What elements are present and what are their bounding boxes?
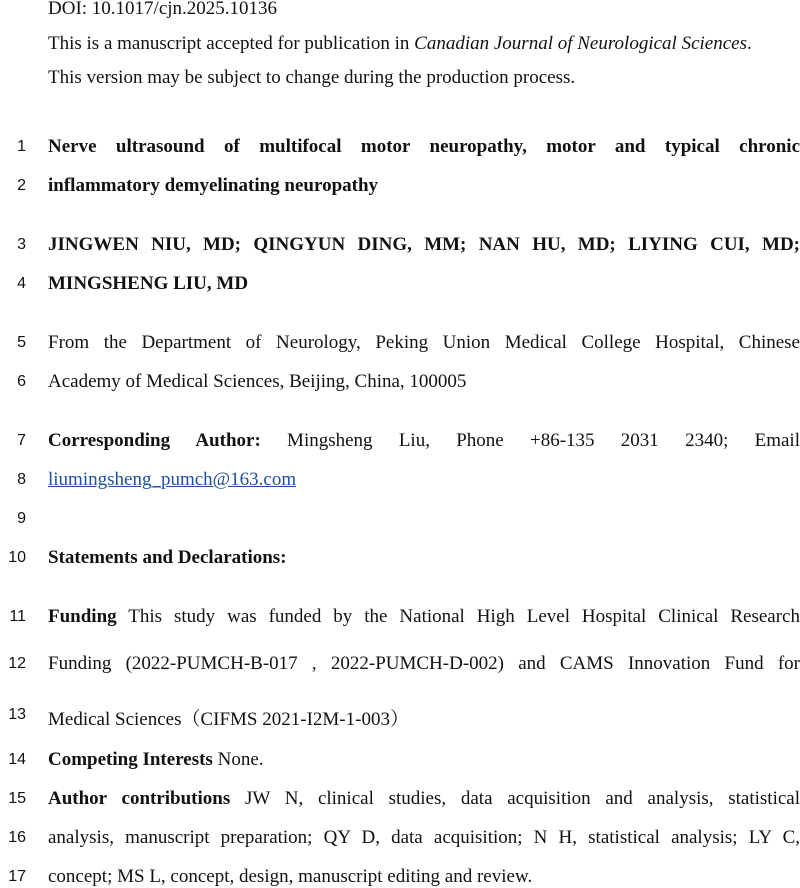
- line-number: 10: [8, 549, 26, 566]
- line-number: 17: [8, 868, 26, 885]
- line-number: 2: [17, 177, 26, 194]
- line-number: 1: [17, 138, 26, 155]
- notice-suffix: .: [746, 33, 752, 54]
- line-number: 12: [8, 655, 26, 672]
- contributions-line-2: analysis, manuscript preparation; QY D, data acquisition; N H, statistical analysis; LY C,: [48, 827, 800, 848]
- contributions-line-1: [48, 788, 800, 810]
- contributions-label: Author contributions: [48, 788, 231, 809]
- contributions-line-3: concept; MS L, concept, design, manuscript editing and review.: [48, 866, 533, 887]
- competing-interests-text: None.: [212, 749, 264, 770]
- line-number: 9: [17, 510, 26, 527]
- line-number: 16: [8, 829, 26, 846]
- line-number: 11: [9, 608, 26, 625]
- line-number: 4: [17, 275, 26, 292]
- doi-line: DOI: 10.1017/cjn.2025.10136: [48, 0, 278, 19]
- line-number: 7: [17, 432, 26, 449]
- funding-text: This study was funded by the National High Level Hospital Clinical Research: [116, 606, 800, 627]
- line-number: 14: [8, 751, 26, 768]
- journal-name: Canadian Journal of Neurological Sciences: [414, 33, 747, 54]
- line-number: 15: [8, 790, 26, 807]
- funding-line-3: Medical Sciences（CIFMS 2021-I2M-1-003）: [48, 709, 409, 730]
- production-notice: This version may be subject to change during the production process.: [48, 67, 576, 88]
- line-number: 8: [17, 471, 26, 488]
- statements-heading: Statements and Declarations:: [48, 547, 287, 568]
- competing-interests-label: Competing Interests: [48, 749, 213, 770]
- email-link[interactable]: liumingsheng_pumch@163.com: [48, 469, 297, 490]
- corresponding-author-line: [48, 430, 800, 452]
- authors-line-2: MINGSHENG LIU, MD: [48, 273, 249, 294]
- line-number: 6: [17, 373, 26, 390]
- publication-notice: [48, 33, 752, 55]
- affiliation-line-2: Academy of Medical Sciences, Beijing, China, 100005: [48, 371, 467, 392]
- corresponding-author-text: Mingsheng Liu, Phone +86-135 2031 2340; Email: [260, 430, 800, 451]
- paper-title-line-1: Nerve ultrasound of multifocal motor neuropathy, motor and typical chronic: [48, 136, 800, 157]
- line-number: 5: [17, 334, 26, 351]
- funding-line-1: [48, 606, 800, 628]
- competing-interests-line: [48, 749, 800, 771]
- line-number: 3: [17, 236, 26, 253]
- notice-prefix: This is a manuscript accepted for publication in: [48, 33, 415, 54]
- corresponding-author-label: Corresponding Author:: [48, 430, 261, 451]
- email-line: [48, 469, 800, 491]
- funding-label: Funding: [48, 606, 117, 627]
- line-number: 13: [8, 706, 26, 723]
- contributions-text: JW N, clinical studies, data acquisition and analysis, statistical: [230, 788, 800, 809]
- paper-title-line-2: inflammatory demyelinating neuropathy: [48, 175, 379, 196]
- affiliation-line-1: From the Department of Neurology, Peking Union Medical College Hospital, Chinese: [48, 332, 800, 353]
- funding-line-2: Funding (2022-PUMCH-B-017 , 2022-PUMCH-D-002) and CAMS Innovation Fund for: [48, 653, 800, 674]
- authors-line-1: JINGWEN NIU, MD; QINGYUN DING, MM; NAN HU, MD; LIYING CUI, MD;: [48, 234, 800, 255]
